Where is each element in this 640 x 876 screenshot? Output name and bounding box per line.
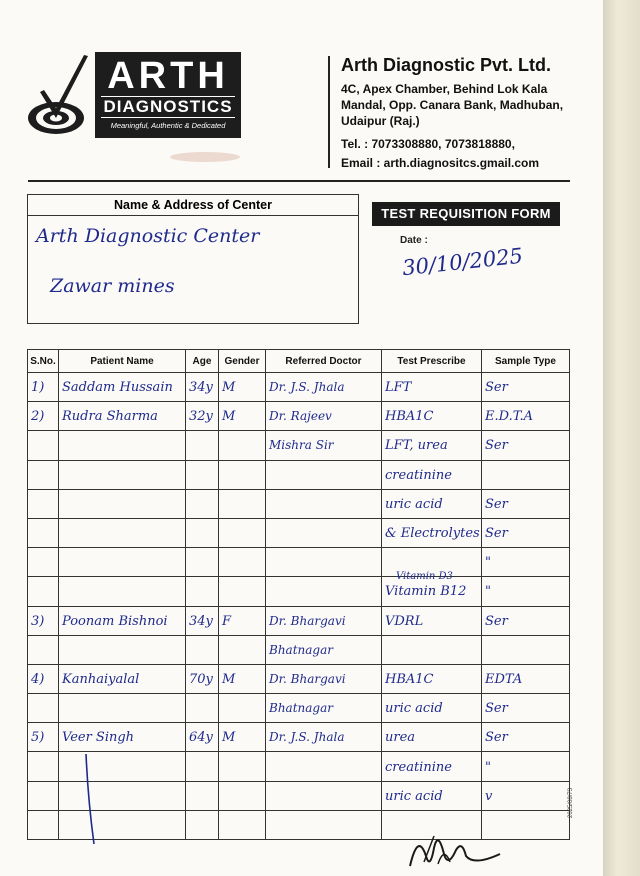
table-cell-sample — [482, 664, 570, 693]
table-cell-sample — [482, 635, 570, 664]
table-cell-age — [186, 489, 219, 518]
handwritten-name: Poonam Bishnoi — [62, 613, 168, 629]
table-cell-doctor — [266, 577, 382, 606]
col-referred-doctor: Referred Doctor — [266, 350, 382, 373]
table-cell-sample — [482, 431, 570, 460]
table-cell-sample — [482, 489, 570, 518]
handwritten-sample: Ser — [485, 613, 508, 629]
table-cell-doctor — [266, 431, 382, 460]
handwritten-doctor: Dr. Rajeev — [269, 409, 332, 424]
table-cell-name — [59, 810, 186, 839]
target-check-logo-icon — [26, 52, 92, 140]
table-row — [28, 606, 570, 635]
table-row — [28, 373, 570, 402]
handwritten-sample: E.D.T.A — [485, 409, 533, 425]
table-cell-test — [382, 489, 482, 518]
table-cell-sample — [482, 460, 570, 489]
table-cell-name — [59, 402, 186, 431]
col-patient-name: Patient Name — [59, 350, 186, 373]
col-gender: Gender — [219, 350, 266, 373]
table-cell-test — [382, 606, 482, 635]
handwritten-doctor: Mishra Sir — [269, 438, 334, 453]
table-cell-gender — [219, 402, 266, 431]
table-cell-name — [59, 431, 186, 460]
table-cell-test — [382, 752, 482, 781]
table-row — [28, 664, 570, 693]
table-cell-doctor — [266, 810, 382, 839]
table-cell-sample — [482, 694, 570, 723]
table-cell-name — [59, 518, 186, 547]
table-row — [28, 460, 570, 489]
handwritten-doctor: Bhatnagar — [269, 701, 333, 716]
form-title: TEST REQUISITION FORM — [372, 202, 560, 226]
handwritten-name: Saddam Hussain — [62, 380, 173, 396]
table-cell-age — [186, 664, 219, 693]
table-cell-name — [59, 635, 186, 664]
table-row — [28, 577, 570, 606]
handwritten-doctor: Dr. J.S. Jhala — [269, 380, 345, 395]
center-heading: Name & Address of Center — [28, 195, 358, 216]
handwritten-test: LFT, urea — [385, 438, 448, 454]
table-cell-sample — [482, 548, 570, 577]
table-cell-test — [382, 373, 482, 402]
table-cell-age — [186, 606, 219, 635]
table-cell-gender — [219, 781, 266, 810]
handwritten-gender: M — [222, 671, 236, 687]
handwritten-test: VDRL — [385, 613, 424, 629]
table-row — [28, 635, 570, 664]
table-cell-age — [186, 635, 219, 664]
center-address-box — [27, 194, 359, 324]
table-cell-age — [186, 694, 219, 723]
table-cell-doctor — [266, 460, 382, 489]
table-row — [28, 431, 570, 460]
table-cell-test — [382, 431, 482, 460]
handwritten-sample: Ser — [485, 380, 508, 396]
handwritten-test: LFT — [385, 380, 412, 396]
table-row — [28, 694, 570, 723]
handwritten-age: 34y — [189, 613, 213, 629]
handwritten-sample: Ser — [485, 496, 508, 512]
handwritten-age: 32y — [189, 409, 213, 425]
brand-logo — [95, 52, 241, 138]
handwritten-doctor: Dr. J.S. Jhala — [269, 730, 345, 745]
table-cell-age — [186, 460, 219, 489]
table-row — [28, 723, 570, 752]
table-cell-name — [59, 606, 186, 635]
handwritten-sno: 5) — [31, 730, 45, 746]
table-cell-name — [59, 373, 186, 402]
table-cell-sample — [482, 402, 570, 431]
table-cell-sno — [28, 664, 59, 693]
table-cell-name — [59, 723, 186, 752]
table-row — [28, 402, 570, 431]
table-cell-age — [186, 781, 219, 810]
table-cell-sample — [482, 606, 570, 635]
handwritten-sample: Ser — [485, 526, 508, 542]
stain — [170, 152, 240, 162]
table-cell-name — [59, 781, 186, 810]
table-cell-sno — [28, 635, 59, 664]
handwritten-sample: v — [485, 788, 493, 804]
handwritten-age: 64y — [189, 730, 213, 746]
table-cell-doctor — [266, 402, 382, 431]
handwritten-sample: Ser — [485, 730, 508, 746]
signature-image — [404, 826, 514, 874]
logo-tagline: Meaningful, Authentic & Dedicated — [110, 121, 226, 130]
table-cell-sno — [28, 431, 59, 460]
table-cell-doctor — [266, 723, 382, 752]
table-cell-gender — [219, 431, 266, 460]
handwritten-sample: " — [485, 759, 491, 775]
table-cell-sno — [28, 694, 59, 723]
handwritten-age: 34y — [189, 380, 213, 396]
table-cell-sno — [28, 518, 59, 547]
table-cell-test — [382, 723, 482, 752]
table-cell-test — [382, 635, 482, 664]
col-sample-type: Sample Type — [482, 350, 570, 373]
table-cell-sample — [482, 577, 570, 606]
table-cell-gender — [219, 752, 266, 781]
pen-stroke — [80, 750, 110, 850]
table-cell-age — [186, 548, 219, 577]
handwritten-sample: Ser — [485, 701, 508, 717]
table-cell-gender — [219, 489, 266, 518]
address-line-3: Udaipur (Raj.) — [341, 114, 420, 128]
handwritten-name: Rudra Sharma — [62, 409, 158, 425]
table-cell-sno — [28, 402, 59, 431]
handwritten-gender: M — [222, 730, 236, 746]
handwritten-sno: 1) — [31, 380, 45, 396]
table-cell-name — [59, 489, 186, 518]
handwritten-test: uric acid — [385, 496, 443, 512]
table-cell-gender — [219, 664, 266, 693]
table-cell-age — [186, 577, 219, 606]
company-name: Arth Diagnostic Pvt. Ltd. — [341, 55, 552, 75]
table-cell-test — [382, 664, 482, 693]
table-cell-sno — [28, 810, 59, 839]
table-cell-gender — [219, 548, 266, 577]
handwritten-sample: " — [485, 555, 491, 571]
table-cell-sno — [28, 489, 59, 518]
handwritten-doctor: Dr. Bhargavi — [269, 613, 346, 628]
page-edge-shadow — [603, 0, 640, 876]
table-cell-sno — [28, 781, 59, 810]
handwritten-sample: Ser — [485, 438, 508, 454]
email: Email : arth.diagnositcs.gmail.com — [341, 156, 540, 170]
col-age: Age — [186, 350, 219, 373]
table-cell-sample — [482, 518, 570, 547]
table-cell-gender — [219, 373, 266, 402]
handwritten-sample: " — [485, 584, 491, 600]
header-divider — [328, 56, 330, 168]
table-cell-gender — [219, 460, 266, 489]
table-cell-age — [186, 518, 219, 547]
table-cell-gender — [219, 694, 266, 723]
handwritten-test: & Electrolytes — [385, 526, 480, 542]
table-cell-test — [382, 694, 482, 723]
table-cell-gender — [219, 518, 266, 547]
table-cell-sno — [28, 606, 59, 635]
table-cell-sno — [28, 373, 59, 402]
table-cell-age — [186, 431, 219, 460]
table-cell-doctor — [266, 664, 382, 693]
table-cell-age — [186, 752, 219, 781]
table-cell-gender — [219, 810, 266, 839]
table-cell-age — [186, 373, 219, 402]
table-cell-sample — [482, 752, 570, 781]
handwritten-test: uric acid — [385, 788, 443, 804]
table-cell-sno — [28, 548, 59, 577]
handwritten-sample: EDTA — [485, 671, 523, 687]
col-sno: S.No. — [28, 350, 59, 373]
handwritten-doctor: Dr. Bhargavi — [269, 671, 346, 686]
table-cell-doctor — [266, 518, 382, 547]
table-cell-gender — [219, 635, 266, 664]
table-cell-name — [59, 460, 186, 489]
table-row — [28, 489, 570, 518]
handwritten-age: 70y — [189, 671, 213, 687]
handwritten-test: HBA1C — [385, 409, 434, 425]
handwritten-name: Veer Singh — [62, 730, 135, 746]
handwritten-gender: M — [222, 409, 236, 425]
telephone: Tel. : 7073308880, 7073818880, — [341, 137, 515, 151]
date-label: Date : — [400, 235, 428, 246]
table-cell-test — [382, 781, 482, 810]
handwritten-test: uric acid — [385, 701, 443, 717]
handwritten-test: Vitamin B12 — [385, 584, 467, 600]
table-cell-doctor — [266, 548, 382, 577]
handwritten-test: HBA1C — [385, 671, 434, 687]
logo-word: ARTH — [107, 55, 229, 97]
extra-test-handwritten: Vitamin D3 — [396, 571, 453, 582]
table-cell-test — [382, 518, 482, 547]
table-cell-test — [382, 402, 482, 431]
table-cell-sample — [482, 781, 570, 810]
table-cell-sample — [482, 373, 570, 402]
company-details — [341, 55, 601, 173]
table-cell-gender — [219, 577, 266, 606]
table-cell-sno — [28, 460, 59, 489]
table-cell-name — [59, 664, 186, 693]
handwritten-test: urea — [385, 730, 416, 746]
table-cell-doctor — [266, 781, 382, 810]
col-test-prescribe: Test Prescribe — [382, 350, 482, 373]
table-cell-gender — [219, 723, 266, 752]
table-cell-gender — [219, 606, 266, 635]
table-cell-name — [59, 548, 186, 577]
table-cell-age — [186, 723, 219, 752]
table-cell-doctor — [266, 373, 382, 402]
address-line-2: Mandal, Opp. Canara Bank, Madhuban, — [341, 98, 564, 112]
table-cell-sample — [482, 723, 570, 752]
header-rule — [28, 180, 570, 182]
table-cell-name — [59, 694, 186, 723]
handwritten-doctor: Bhatnagar — [269, 642, 333, 657]
table-cell-age — [186, 402, 219, 431]
table-cell-sno — [28, 577, 59, 606]
table-cell-doctor — [266, 606, 382, 635]
table-header-row — [28, 350, 570, 373]
table-row — [28, 548, 570, 577]
side-code: 2025/08/73 — [568, 787, 574, 818]
handwritten-sno: 4) — [31, 671, 45, 687]
table-cell-name — [59, 752, 186, 781]
table-cell-name — [59, 577, 186, 606]
handwritten-test: creatinine — [385, 759, 452, 775]
table-cell-doctor — [266, 694, 382, 723]
handwritten-gender: M — [222, 380, 236, 396]
handwritten-sno: 2) — [31, 409, 45, 425]
handwritten-name: Kanhaiyalal — [62, 671, 140, 687]
handwritten-gender: F — [222, 613, 232, 629]
table-cell-age — [186, 810, 219, 839]
handwritten-test: creatinine — [385, 467, 452, 483]
table-cell-doctor — [266, 489, 382, 518]
logo-subtitle: DIAGNOSTICS — [101, 96, 235, 118]
center-location-handwritten: Zawar mines — [50, 275, 175, 297]
center-name-handwritten: Arth Diagnostic Center — [36, 225, 260, 247]
table-cell-sno — [28, 723, 59, 752]
table-cell-doctor — [266, 752, 382, 781]
table-row — [28, 518, 570, 547]
address-line-1: 4C, Apex Chamber, Behind Lok Kala — [341, 82, 548, 96]
table-cell-test — [382, 460, 482, 489]
date-value: 30/10/2025 — [401, 243, 524, 281]
table-cell-doctor — [266, 635, 382, 664]
table-cell-sno — [28, 752, 59, 781]
handwritten-sno: 3) — [31, 613, 45, 629]
